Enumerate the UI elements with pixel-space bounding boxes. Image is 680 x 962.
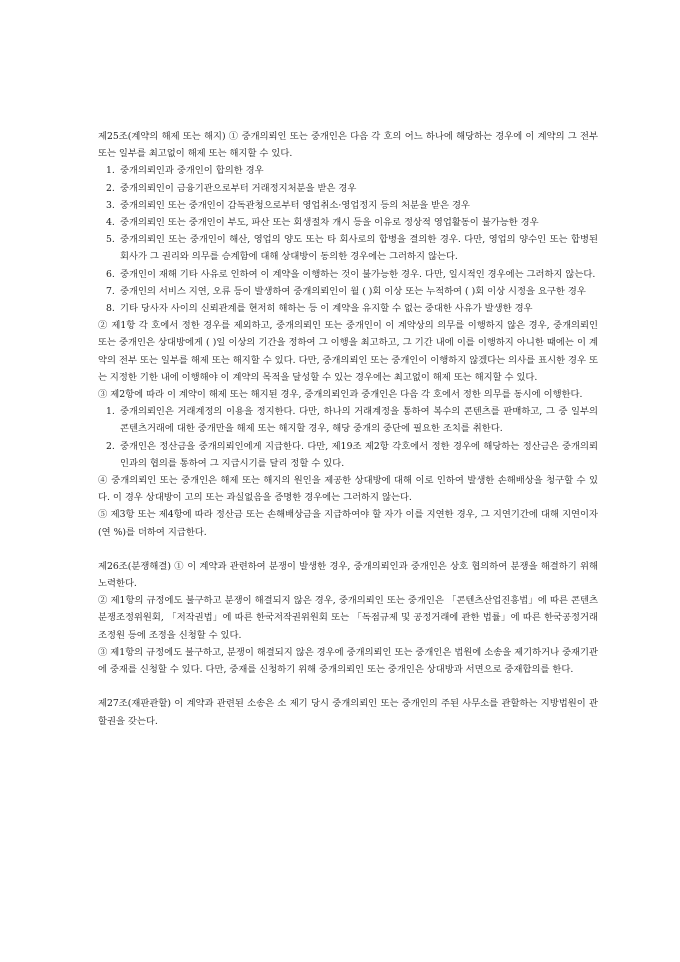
- article-25: [98, 128, 598, 541]
- document-page: [98, 128, 598, 747]
- item-text: 중개인이 재해 기타 사유로 인하여 이 계약을 이행하는 것이 불가능한 경우. 다만, 일시적인 경우에는 그러하지 않는다.: [120, 268, 596, 280]
- item-number: 2.: [106, 182, 115, 194]
- article-26: [98, 558, 598, 678]
- article-25-paragraph-4: ④ 중개의뢰인 또는 중개인은 해제 또는 해지의 원인을 제공한 상대방에 대해 이로 인하여 발생한 손해배상을 청구할 수 있다. 이 경우 상대방이 고의 또는 과실없음을 증명한 경우에는 그러하지 않는다.: [98, 475, 598, 504]
- list-item: [98, 197, 598, 214]
- article-26-paragraph-1: 제26조(분쟁해결) ① 이 계약과 관련하여 분쟁이 발생한 경우, 중개의뢰인과 중개인은 상호 협의하여 분쟁을 해결하기 위해 노력한다.: [98, 560, 598, 590]
- item-text: 중개의뢰인은 거래계정의 이용을 정지한다. 다만, 하나의 거래계정을 통하여 복수의 콘텐츠를 판매하고, 그 중 일부의 콘텐츠거래에 대한 중개만을 해제 또는 해지할 경우, 해당 중개의 중단에 필요한 조치를 취한다.: [120, 406, 598, 435]
- article-26-paragraph-3: ③ 제1항의 규정에도 불구하고, 분쟁이 해결되지 않은 경우에 중개의뢰인 또는 중개인은 법원에 소송을 제기하거나 중재기관에 중재를 신청할 수 있다. 다만, 중재를 신청하기 위해 중개의뢰인 또는 중개인은 상대방과 서면으로 중재합의를 한다.: [98, 646, 598, 676]
- item-number: 5.: [106, 234, 115, 246]
- article-25-item-list: [98, 162, 598, 317]
- article-27-paragraph-1: 제27조(재판관할) 이 계약과 관련된 소송은 소 제기 당시 중개의뢰인 또는 중개인의 주된 사무소를 관할하는 지방법원이 관할권을 갖는다.: [98, 698, 598, 727]
- list-item: [98, 283, 598, 300]
- item-text: 중개의뢰인이 금융기관으로부터 거래정지처분을 받은 경우: [120, 182, 357, 194]
- item-number: 1.: [106, 406, 115, 418]
- article-26-paragraph-2: ② 제1항의 규정에도 불구하고 분쟁이 해결되지 않은 경우, 중개의뢰인 또는 중개인은 「콘텐츠산업진흥법」에 따른 콘텐츠분쟁조정위원회, 「저작권법」에 따른 한국저작권위원회 또는 「독점규제 및 공정거래에 관한 법률」에 따른 한국공정거래조정원 등에 조정을 신청할 수 있다.: [98, 595, 598, 641]
- item-number: 1.: [106, 165, 115, 177]
- item-number: 6.: [106, 268, 115, 280]
- item-text: 중개의뢰인 또는 중개인이 부도, 파산 또는 회생절차 개시 등을 이유로 정상적 영업활동이 불가능한 경우: [120, 217, 539, 229]
- article-25-paragraph-3: ③ 제2항에 따라 이 계약이 해제 또는 해지된 경우, 중개의뢰인과 중개인은 다음 각 호에서 정한 의무를 동시에 이행한다.: [98, 389, 583, 401]
- item-number: 2.: [106, 440, 115, 452]
- article-25-paragraph-2: ② 제1항 각 호에서 정한 경우를 제외하고, 중개의뢰인 또는 중개인이 이 계약상의 의무를 이행하지 않은 경우, 중개의뢰인 또는 중개인은 상대방에게 ( )일 이상의 기간을 정하여 그 이행을 최고하고, 그 기간 내에 이를 이행하지 아니한 때에는 이 계약의 전부 또는 일부를 해제 또는 해지할 수 있다. 다만, 중개의뢰인 또는 중개인이 이행하지 않겠다는 의사를 표시한 경우 또는 지정한 기한 내에 이행해야 이 계약의 목적을 달성할 수 있는 경우에는 최고없이 해제 또는 해지할 수 있다.: [98, 320, 598, 383]
- list-item: [98, 266, 598, 283]
- list-item: [98, 214, 598, 231]
- list-item: [98, 231, 598, 265]
- item-text: 기타 당사자 사이의 신뢰관계를 현저히 해하는 등 이 계약을 유지할 수 없는 중대한 사유가 발생한 경우: [120, 303, 533, 315]
- article-25-obligation-list: [98, 403, 598, 472]
- list-item: [98, 403, 598, 437]
- list-item: [98, 162, 598, 179]
- item-number: 4.: [106, 217, 115, 229]
- item-text: 중개의뢰인 또는 중개인이 감독관청으로부터 영업취소·영업정지 등의 처분을 받은 경우: [120, 199, 470, 211]
- item-text: 중개의뢰인 또는 중개인이 해산, 영업의 양도 또는 타 회사로의 합병을 결의한 경우. 다만, 영업의 양수인 또는 합병된 회사가 그 권리와 의무를 승계함에 대해 상대방이 동의한 경우에는 그러하지 않는다.: [120, 234, 598, 263]
- list-item: [98, 180, 598, 197]
- item-text: 중개인의 서비스 지연, 오류 등이 발생하여 중개의뢰인이 월 ( )회 이상 또는 누적하여 ( )회 이상 시정을 요구한 경우: [120, 285, 586, 297]
- article-25-paragraph-5: ⑤ 제3항 또는 제4항에 따라 정산금 또는 손해배상금을 지급하여야 할 자가 이를 지연한 경우, 그 지연기간에 대해 지연이자(연 %)를 더하여 지급한다.: [98, 509, 598, 538]
- item-text: 중개의뢰인과 중개인이 합의한 경우: [120, 165, 264, 177]
- article-25-paragraph-1: 제25조(계약의 해제 또는 해지) ① 중개의뢰인 또는 중개인은 다음 각 호의 어느 하나에 해당하는 경우에 이 계약의 그 전부 또는 일부를 최고없이 해제 또는 해지할 수 있다.: [98, 131, 598, 160]
- item-text: 중개인은 정산금을 중개의뢰인에게 지급한다. 다만, 제19조 제2항 각호에서 정한 경우에 해당하는 정산금은 중개의뢰인과의 협의를 통하여 그 지급시기를 달리 정할 수 있다.: [120, 440, 598, 469]
- list-item: [98, 438, 598, 472]
- item-number: 3.: [106, 199, 115, 211]
- article-27: [98, 695, 598, 729]
- item-number: 8.: [106, 303, 115, 315]
- item-number: 7.: [106, 285, 115, 297]
- list-item: [98, 300, 598, 317]
